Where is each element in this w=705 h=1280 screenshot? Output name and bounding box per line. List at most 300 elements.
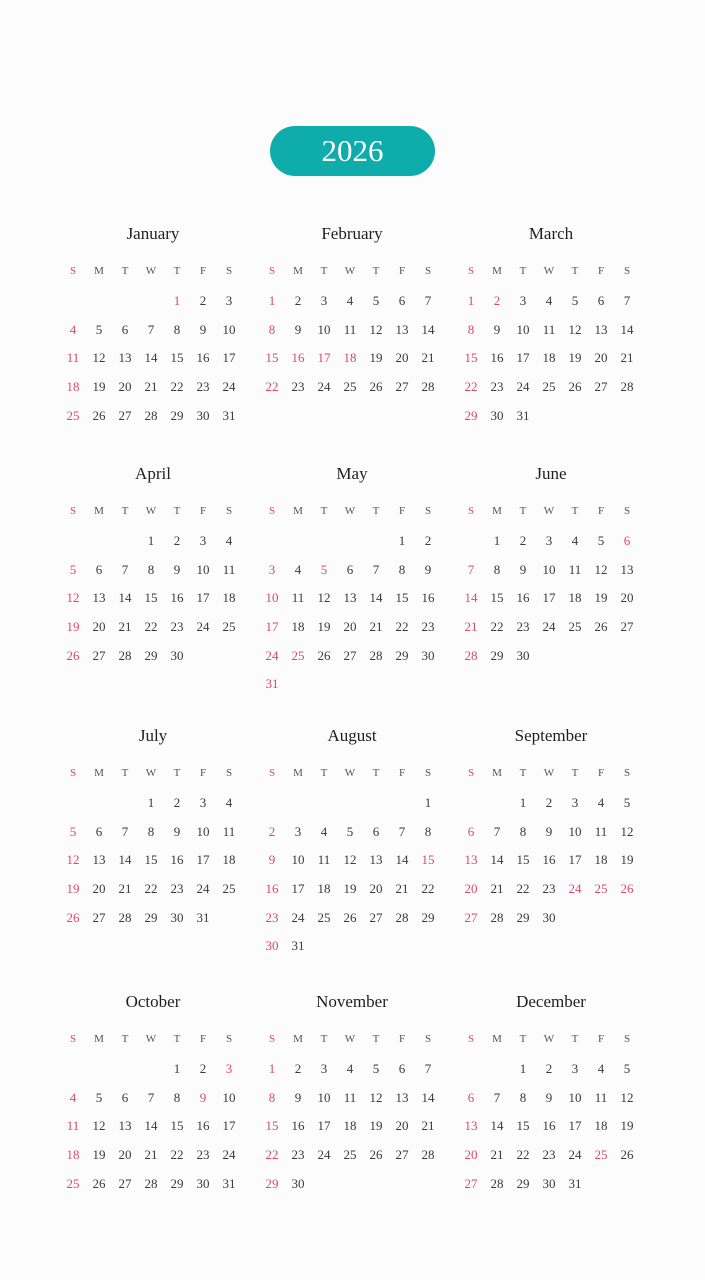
day-cell[interactable]: 23 (291, 379, 305, 395)
day-cell[interactable]: 19 (92, 379, 106, 395)
day-cell[interactable]: 28 (118, 647, 132, 663)
day-cell[interactable]: 3 (225, 293, 233, 308)
day-cell[interactable]: 2 (294, 1061, 302, 1076)
day-cell[interactable]: 28 (395, 909, 409, 925)
day-cell[interactable]: 4 (294, 561, 302, 577)
day-cell[interactable]: 11 (542, 321, 556, 337)
day-cell[interactable]: 12 (620, 823, 634, 839)
day-cell[interactable]: 1 (268, 1061, 276, 1076)
day-cell[interactable]: 9 (424, 561, 432, 577)
day-cell[interactable]: 6 (467, 823, 475, 839)
day-cell[interactable]: 2 (173, 795, 181, 810)
day-cell[interactable]: 10 (196, 561, 210, 577)
day-cell[interactable]: 20 (395, 1118, 409, 1134)
day-cell[interactable]: 23 (490, 379, 504, 395)
day-cell[interactable]: 25 (594, 881, 608, 897)
day-cell[interactable]: 6 (346, 561, 354, 577)
day-cell[interactable]: 1 (147, 795, 155, 810)
day-cell[interactable]: 8 (467, 321, 475, 337)
day-cell[interactable]: 14 (490, 852, 504, 868)
day-cell[interactable]: 1 (173, 1061, 181, 1076)
day-cell[interactable]: 2 (493, 293, 501, 308)
day-cell[interactable]: 24 (317, 1147, 331, 1163)
day-cell[interactable]: 12 (343, 852, 357, 868)
day-cell[interactable]: 14 (421, 1089, 435, 1105)
day-cell[interactable]: 1 (424, 795, 432, 810)
day-cell[interactable]: 29 (516, 909, 530, 925)
day-cell[interactable]: 11 (317, 852, 331, 868)
day-cell[interactable]: 18 (343, 1118, 357, 1134)
day-cell[interactable]: 12 (66, 852, 80, 868)
day-cell[interactable]: 12 (317, 590, 331, 606)
day-cell[interactable]: 22 (265, 1147, 279, 1163)
day-cell[interactable]: 12 (620, 1089, 634, 1105)
day-cell[interactable]: 6 (121, 1089, 129, 1105)
day-cell[interactable]: 31 (516, 407, 530, 423)
day-cell[interactable]: 28 (144, 1175, 158, 1191)
day-cell[interactable]: 17 (196, 590, 210, 606)
day-cell[interactable]: 10 (317, 1089, 331, 1105)
day-cell[interactable]: 16 (542, 1118, 556, 1134)
day-cell[interactable]: 9 (199, 321, 207, 337)
day-cell[interactable]: 24 (291, 909, 305, 925)
day-cell[interactable]: 2 (199, 1061, 207, 1076)
day-cell[interactable]: 20 (92, 881, 106, 897)
day-cell[interactable]: 1 (268, 293, 276, 308)
day-cell[interactable]: 19 (92, 1147, 106, 1163)
day-cell[interactable]: 21 (144, 1147, 158, 1163)
day-cell[interactable]: 14 (369, 590, 383, 606)
day-cell[interactable]: 12 (369, 321, 383, 337)
day-cell[interactable]: 23 (542, 1147, 556, 1163)
day-cell[interactable]: 14 (421, 321, 435, 337)
day-cell[interactable]: 24 (317, 379, 331, 395)
day-cell[interactable]: 3 (320, 293, 328, 308)
day-cell[interactable]: 25 (291, 647, 305, 663)
day-cell[interactable]: 10 (542, 561, 556, 577)
day-cell[interactable]: 22 (265, 379, 279, 395)
day-cell[interactable]: 29 (265, 1175, 279, 1191)
day-cell[interactable]: 14 (144, 1118, 158, 1134)
day-cell[interactable]: 14 (395, 852, 409, 868)
day-cell[interactable]: 25 (568, 619, 582, 635)
day-cell[interactable]: 20 (464, 1147, 478, 1163)
day-cell[interactable]: 31 (196, 909, 210, 925)
day-cell[interactable]: 24 (265, 647, 279, 663)
day-cell[interactable]: 26 (620, 1147, 634, 1163)
day-cell[interactable]: 3 (294, 823, 302, 839)
day-cell[interactable]: 18 (594, 1118, 608, 1134)
day-cell[interactable]: 26 (343, 909, 357, 925)
day-cell[interactable]: 8 (519, 1089, 527, 1105)
day-cell[interactable]: 26 (66, 647, 80, 663)
day-cell[interactable]: 30 (265, 938, 279, 954)
day-cell[interactable]: 29 (490, 647, 504, 663)
day-cell[interactable]: 2 (519, 533, 527, 548)
day-cell[interactable]: 26 (594, 619, 608, 635)
day-cell[interactable]: 30 (490, 407, 504, 423)
day-cell[interactable]: 30 (542, 1175, 556, 1191)
day-cell[interactable]: 2 (173, 533, 181, 548)
day-cell[interactable]: 22 (144, 619, 158, 635)
day-cell[interactable]: 12 (66, 590, 80, 606)
day-cell[interactable]: 22 (170, 379, 184, 395)
day-cell[interactable]: 20 (343, 619, 357, 635)
day-cell[interactable]: 28 (144, 407, 158, 423)
day-cell[interactable]: 18 (66, 1147, 80, 1163)
day-cell[interactable]: 5 (69, 561, 77, 577)
day-cell[interactable]: 30 (170, 647, 184, 663)
day-cell[interactable]: 12 (92, 350, 106, 366)
day-cell[interactable]: 22 (421, 881, 435, 897)
day-cell[interactable]: 22 (490, 619, 504, 635)
day-cell[interactable]: 19 (568, 350, 582, 366)
day-cell[interactable]: 25 (594, 1147, 608, 1163)
day-cell[interactable]: 4 (69, 1089, 77, 1105)
day-cell[interactable]: 25 (222, 619, 236, 635)
day-cell[interactable]: 30 (170, 909, 184, 925)
day-cell[interactable]: 13 (118, 350, 132, 366)
day-cell[interactable]: 23 (516, 619, 530, 635)
day-cell[interactable]: 13 (620, 561, 634, 577)
day-cell[interactable]: 4 (346, 1061, 354, 1076)
day-cell[interactable]: 2 (545, 795, 553, 810)
day-cell[interactable]: 9 (173, 823, 181, 839)
day-cell[interactable]: 18 (594, 852, 608, 868)
day-cell[interactable]: 7 (147, 1089, 155, 1105)
day-cell[interactable]: 13 (92, 590, 106, 606)
day-cell[interactable]: 27 (464, 1175, 478, 1191)
day-cell[interactable]: 15 (144, 852, 158, 868)
day-cell[interactable]: 10 (222, 1089, 236, 1105)
day-cell[interactable]: 8 (268, 1089, 276, 1105)
day-cell[interactable]: 1 (467, 293, 475, 308)
day-cell[interactable]: 31 (568, 1175, 582, 1191)
day-cell[interactable]: 14 (118, 590, 132, 606)
day-cell[interactable]: 13 (464, 852, 478, 868)
day-cell[interactable]: 2 (294, 293, 302, 308)
day-cell[interactable]: 27 (620, 619, 634, 635)
day-cell[interactable]: 22 (144, 881, 158, 897)
day-cell[interactable]: 26 (92, 407, 106, 423)
day-cell[interactable]: 21 (395, 881, 409, 897)
day-cell[interactable]: 17 (196, 852, 210, 868)
day-cell[interactable]: 20 (464, 881, 478, 897)
day-cell[interactable]: 28 (464, 647, 478, 663)
day-cell[interactable]: 30 (542, 909, 556, 925)
day-cell[interactable]: 11 (66, 1118, 80, 1134)
day-cell[interactable]: 30 (291, 1175, 305, 1191)
day-cell[interactable]: 20 (118, 379, 132, 395)
day-cell[interactable]: 11 (594, 823, 608, 839)
day-cell[interactable]: 17 (542, 590, 556, 606)
day-cell[interactable]: 7 (493, 1089, 501, 1105)
day-cell[interactable]: 11 (568, 561, 582, 577)
day-cell[interactable]: 28 (118, 909, 132, 925)
day-cell[interactable]: 28 (421, 1147, 435, 1163)
day-cell[interactable]: 21 (421, 350, 435, 366)
day-cell[interactable]: 26 (92, 1175, 106, 1191)
day-cell[interactable]: 6 (372, 823, 380, 839)
day-cell[interactable]: 17 (291, 881, 305, 897)
day-cell[interactable]: 4 (320, 823, 328, 839)
day-cell[interactable]: 21 (144, 379, 158, 395)
day-cell[interactable]: 12 (92, 1118, 106, 1134)
day-cell[interactable]: 11 (343, 321, 357, 337)
day-cell[interactable]: 8 (173, 321, 181, 337)
day-cell[interactable]: 27 (464, 909, 478, 925)
day-cell[interactable]: 6 (597, 293, 605, 308)
day-cell[interactable]: 22 (516, 1147, 530, 1163)
day-cell[interactable]: 11 (222, 561, 236, 577)
day-cell[interactable]: 22 (516, 881, 530, 897)
day-cell[interactable]: 5 (571, 293, 579, 308)
day-cell[interactable]: 17 (222, 1118, 236, 1134)
day-cell[interactable]: 23 (196, 1147, 210, 1163)
day-cell[interactable]: 6 (467, 1089, 475, 1105)
day-cell[interactable]: 25 (343, 1147, 357, 1163)
day-cell[interactable]: 16 (542, 852, 556, 868)
day-cell[interactable]: 13 (594, 321, 608, 337)
day-cell[interactable]: 15 (516, 852, 530, 868)
day-cell[interactable]: 20 (92, 619, 106, 635)
day-cell[interactable]: 1 (398, 533, 406, 548)
day-cell[interactable]: 3 (268, 561, 276, 577)
day-cell[interactable]: 2 (424, 533, 432, 548)
day-cell[interactable]: 26 (568, 379, 582, 395)
day-cell[interactable]: 28 (620, 379, 634, 395)
day-cell[interactable]: 5 (372, 1061, 380, 1076)
day-cell[interactable]: 20 (369, 881, 383, 897)
day-cell[interactable]: 9 (493, 321, 501, 337)
day-cell[interactable]: 7 (424, 1061, 432, 1076)
day-cell[interactable]: 27 (369, 909, 383, 925)
day-cell[interactable]: 18 (222, 852, 236, 868)
day-cell[interactable]: 6 (121, 321, 129, 337)
day-cell[interactable]: 1 (147, 533, 155, 548)
day-cell[interactable]: 28 (369, 647, 383, 663)
day-cell[interactable]: 8 (268, 321, 276, 337)
day-cell[interactable]: 14 (464, 590, 478, 606)
day-cell[interactable]: 1 (519, 795, 527, 810)
day-cell[interactable]: 19 (594, 590, 608, 606)
day-cell[interactable]: 8 (147, 823, 155, 839)
day-cell[interactable]: 7 (121, 823, 129, 839)
day-cell[interactable]: 5 (69, 823, 77, 839)
day-cell[interactable]: 29 (170, 407, 184, 423)
day-cell[interactable]: 31 (265, 676, 279, 692)
day-cell[interactable]: 10 (568, 823, 582, 839)
day-cell[interactable]: 26 (66, 909, 80, 925)
day-cell[interactable]: 30 (196, 407, 210, 423)
day-cell[interactable]: 15 (265, 1118, 279, 1134)
day-cell[interactable]: 1 (519, 1061, 527, 1076)
day-cell[interactable]: 1 (493, 533, 501, 548)
day-cell[interactable]: 20 (395, 350, 409, 366)
day-cell[interactable]: 4 (597, 1061, 605, 1076)
day-cell[interactable]: 18 (317, 881, 331, 897)
day-cell[interactable]: 26 (317, 647, 331, 663)
day-cell[interactable]: 16 (291, 350, 305, 366)
day-cell[interactable]: 19 (620, 1118, 634, 1134)
day-cell[interactable]: 29 (464, 407, 478, 423)
day-cell[interactable]: 29 (170, 1175, 184, 1191)
day-cell[interactable]: 19 (66, 619, 80, 635)
day-cell[interactable]: 3 (519, 293, 527, 308)
day-cell[interactable]: 10 (516, 321, 530, 337)
day-cell[interactable]: 22 (395, 619, 409, 635)
day-cell[interactable]: 8 (398, 561, 406, 577)
day-cell[interactable]: 7 (398, 823, 406, 839)
day-cell[interactable]: 29 (144, 909, 158, 925)
day-cell[interactable]: 30 (421, 647, 435, 663)
day-cell[interactable]: 24 (196, 881, 210, 897)
day-cell[interactable]: 15 (490, 590, 504, 606)
day-cell[interactable]: 15 (421, 852, 435, 868)
day-cell[interactable]: 10 (291, 852, 305, 868)
day-cell[interactable]: 2 (199, 293, 207, 308)
day-cell[interactable]: 24 (568, 881, 582, 897)
day-cell[interactable]: 4 (225, 533, 233, 548)
day-cell[interactable]: 11 (343, 1089, 357, 1105)
day-cell[interactable]: 16 (170, 852, 184, 868)
day-cell[interactable]: 26 (369, 1147, 383, 1163)
day-cell[interactable]: 13 (395, 1089, 409, 1105)
day-cell[interactable]: 29 (144, 647, 158, 663)
day-cell[interactable]: 27 (118, 407, 132, 423)
day-cell[interactable]: 3 (199, 795, 207, 810)
day-cell[interactable]: 6 (398, 1061, 406, 1076)
day-cell[interactable]: 5 (597, 533, 605, 548)
day-cell[interactable]: 17 (317, 1118, 331, 1134)
day-cell[interactable]: 23 (170, 619, 184, 635)
day-cell[interactable]: 22 (170, 1147, 184, 1163)
day-cell[interactable]: 9 (294, 1089, 302, 1105)
day-cell[interactable]: 13 (464, 1118, 478, 1134)
day-cell[interactable]: 4 (225, 795, 233, 810)
day-cell[interactable]: 4 (69, 321, 77, 337)
day-cell[interactable]: 12 (594, 561, 608, 577)
day-cell[interactable]: 7 (493, 823, 501, 839)
day-cell[interactable]: 16 (265, 881, 279, 897)
day-cell[interactable]: 8 (493, 561, 501, 577)
day-cell[interactable]: 13 (395, 321, 409, 337)
day-cell[interactable]: 26 (620, 881, 634, 897)
day-cell[interactable]: 19 (317, 619, 331, 635)
day-cell[interactable]: 23 (291, 1147, 305, 1163)
day-cell[interactable]: 16 (291, 1118, 305, 1134)
day-cell[interactable]: 7 (623, 293, 631, 308)
day-cell[interactable]: 25 (343, 379, 357, 395)
day-cell[interactable]: 14 (620, 321, 634, 337)
day-cell[interactable]: 3 (320, 1061, 328, 1076)
day-cell[interactable]: 16 (196, 1118, 210, 1134)
day-cell[interactable]: 12 (369, 1089, 383, 1105)
day-cell[interactable]: 21 (490, 881, 504, 897)
day-cell[interactable]: 27 (395, 1147, 409, 1163)
day-cell[interactable]: 4 (597, 795, 605, 810)
day-cell[interactable]: 15 (170, 350, 184, 366)
day-cell[interactable]: 20 (118, 1147, 132, 1163)
day-cell[interactable]: 7 (424, 293, 432, 308)
day-cell[interactable]: 14 (490, 1118, 504, 1134)
day-cell[interactable]: 16 (490, 350, 504, 366)
day-cell[interactable]: 19 (369, 1118, 383, 1134)
day-cell[interactable]: 3 (225, 1061, 233, 1076)
day-cell[interactable]: 25 (317, 909, 331, 925)
day-cell[interactable]: 22 (464, 379, 478, 395)
day-cell[interactable]: 18 (222, 590, 236, 606)
day-cell[interactable]: 16 (421, 590, 435, 606)
day-cell[interactable]: 27 (395, 379, 409, 395)
day-cell[interactable]: 23 (196, 379, 210, 395)
day-cell[interactable]: 7 (467, 561, 475, 577)
day-cell[interactable]: 21 (490, 1147, 504, 1163)
day-cell[interactable]: 13 (369, 852, 383, 868)
day-cell[interactable]: 21 (421, 1118, 435, 1134)
day-cell[interactable]: 19 (620, 852, 634, 868)
day-cell[interactable]: 10 (568, 1089, 582, 1105)
day-cell[interactable]: 28 (421, 379, 435, 395)
day-cell[interactable]: 13 (118, 1118, 132, 1134)
day-cell[interactable]: 27 (343, 647, 357, 663)
day-cell[interactable]: 14 (144, 350, 158, 366)
day-cell[interactable]: 9 (199, 1089, 207, 1105)
day-cell[interactable]: 11 (222, 823, 236, 839)
day-cell[interactable]: 6 (95, 561, 103, 577)
day-cell[interactable]: 3 (199, 533, 207, 548)
day-cell[interactable]: 28 (490, 909, 504, 925)
day-cell[interactable]: 27 (118, 1175, 132, 1191)
day-cell[interactable]: 5 (95, 321, 103, 337)
day-cell[interactable]: 26 (369, 379, 383, 395)
day-cell[interactable]: 30 (196, 1175, 210, 1191)
day-cell[interactable]: 9 (294, 321, 302, 337)
day-cell[interactable]: 17 (568, 1118, 582, 1134)
day-cell[interactable]: 31 (222, 407, 236, 423)
day-cell[interactable]: 9 (519, 561, 527, 577)
day-cell[interactable]: 16 (196, 350, 210, 366)
day-cell[interactable]: 17 (222, 350, 236, 366)
day-cell[interactable]: 11 (594, 1089, 608, 1105)
day-cell[interactable]: 17 (568, 852, 582, 868)
day-cell[interactable]: 29 (516, 1175, 530, 1191)
day-cell[interactable]: 11 (66, 350, 80, 366)
day-cell[interactable]: 27 (92, 909, 106, 925)
day-cell[interactable]: 12 (568, 321, 582, 337)
day-cell[interactable]: 23 (170, 881, 184, 897)
day-cell[interactable]: 13 (343, 590, 357, 606)
day-cell[interactable]: 24 (542, 619, 556, 635)
day-cell[interactable]: 29 (421, 909, 435, 925)
day-cell[interactable]: 7 (121, 561, 129, 577)
day-cell[interactable]: 17 (317, 350, 331, 366)
day-cell[interactable]: 10 (265, 590, 279, 606)
day-cell[interactable]: 21 (118, 881, 132, 897)
day-cell[interactable]: 25 (542, 379, 556, 395)
day-cell[interactable]: 15 (464, 350, 478, 366)
day-cell[interactable]: 27 (594, 379, 608, 395)
day-cell[interactable]: 21 (464, 619, 478, 635)
day-cell[interactable]: 10 (222, 321, 236, 337)
day-cell[interactable]: 2 (268, 823, 276, 839)
day-cell[interactable]: 4 (346, 293, 354, 308)
day-cell[interactable]: 30 (516, 647, 530, 663)
day-cell[interactable]: 5 (320, 561, 328, 577)
day-cell[interactable]: 23 (265, 909, 279, 925)
day-cell[interactable]: 7 (372, 561, 380, 577)
day-cell[interactable]: 24 (222, 379, 236, 395)
